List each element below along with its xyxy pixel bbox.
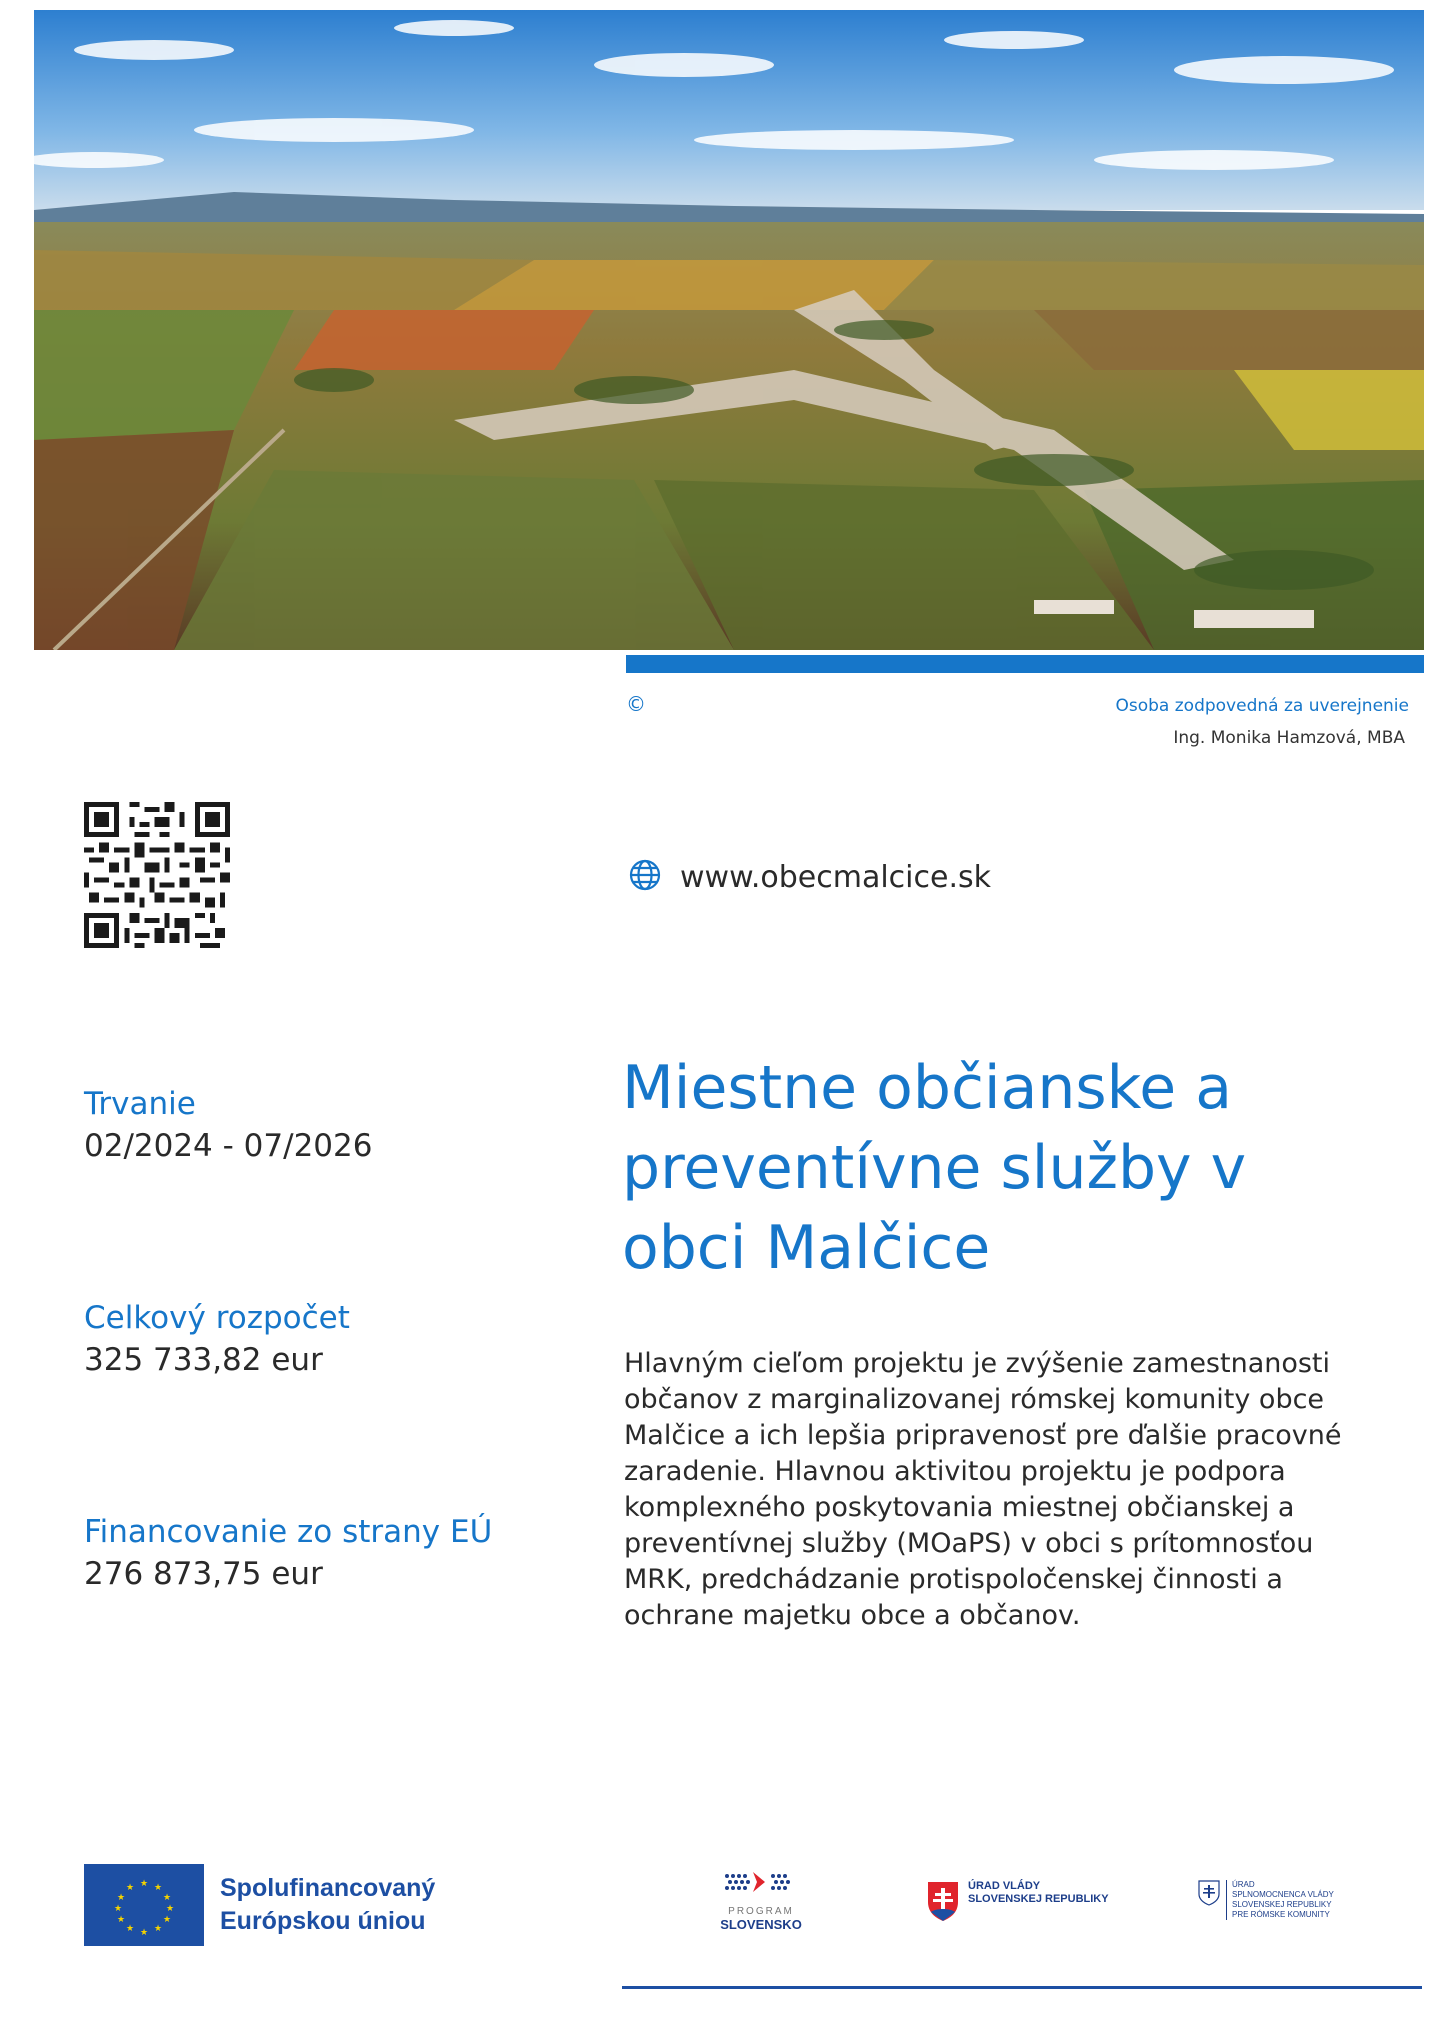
- qr-code[interactable]: [84, 802, 230, 948]
- eu-cofinanced-line2: Európskou úniou: [220, 1907, 426, 1935]
- spl-line2: SPLNOMOCNENCA VLÁDY: [1232, 1890, 1334, 1899]
- svg-text:★: ★: [116, 1893, 126, 1903]
- svg-text:★: ★: [139, 1928, 149, 1938]
- svg-text:★: ★: [153, 1883, 163, 1893]
- urad-line1: ÚRAD VLÁDY: [968, 1880, 1041, 1892]
- svg-text:★: ★: [125, 1924, 135, 1934]
- slovak-coat-of-arms-icon: [926, 1880, 960, 1922]
- urad-line2: SLOVENSKEJ REPUBLIKY: [968, 1893, 1109, 1905]
- splnomocnenec-logo: [1198, 1880, 1352, 1920]
- total-budget-label: Celkový rozpočet: [84, 1300, 350, 1336]
- svg-text:★: ★: [113, 1904, 123, 1914]
- spl-line4: PRE RÓMSKE KOMUNITY: [1232, 1910, 1330, 1919]
- urad-vlady-logo: [926, 1880, 1118, 1922]
- aerial-village-photo: [34, 10, 1424, 650]
- eu-flag-icon: [84, 1864, 204, 1946]
- eu-funding-label: Financovanie zo strany EÚ: [84, 1514, 493, 1550]
- svg-text:★: ★: [125, 1883, 135, 1893]
- responsible-person-label: Osoba zodpovedná za uverejnenie: [1115, 696, 1409, 716]
- website-link[interactable]: [628, 858, 991, 896]
- program-slovensko-logo: [716, 1866, 806, 1932]
- svg-text:★: ★: [162, 1893, 172, 1903]
- svg-text:★: ★: [116, 1915, 126, 1925]
- project-title: Miestne občianske a preventívne služby v obci Malčice: [622, 1053, 1247, 1283]
- footer-divider: [622, 1986, 1422, 1989]
- svg-text:★: ★: [153, 1924, 163, 1934]
- small-coat-of-arms-icon: [1198, 1880, 1220, 1906]
- spl-line3: SLOVENSKEJ REPUBLIKY: [1232, 1900, 1332, 1909]
- eu-cofinanced-line1: Spolufinancovaný: [220, 1874, 436, 1902]
- svg-text:★: ★: [162, 1915, 172, 1925]
- spl-line1: ÚRAD: [1232, 1880, 1255, 1889]
- project-description: Hlavným cieľom projektu je zvýšenie zamestnanosti občanov z marginalizovanej rómskej komunity obce Malčice a ich lepšia pripravenosť pre ďalšie pracovné zaradenie. Hlavnou aktivitou projektu je podpora komplexného poskytovania miestnej občianskej a preventívnej služby (MOaPS) v obci s prítomnosťou MRK, predchádzanie protispoločenskej činnosti a ochrane majetku obce a občanov.: [624, 1348, 1342, 1631]
- eu-funding-value: 276 873,75 eur: [84, 1556, 323, 1592]
- total-budget-value: 325 733,82 eur: [84, 1342, 323, 1378]
- copyright-symbol: ©: [626, 692, 646, 716]
- svg-text:★: ★: [165, 1904, 175, 1914]
- program-slovensko-mark-icon: [721, 1866, 801, 1902]
- responsible-person-name: Ing. Monika Hamzová, MBA: [1173, 728, 1405, 748]
- eu-cofinanced-text: [220, 1872, 435, 1938]
- globe-icon: [628, 858, 662, 896]
- duration-value: 02/2024 - 07/2026: [84, 1128, 373, 1164]
- program-line1: PROGRAM: [728, 1906, 794, 1917]
- header-accent-bar: [626, 655, 1424, 673]
- duration-label: Trvanie: [84, 1086, 196, 1122]
- svg-text:★: ★: [139, 1879, 149, 1889]
- program-line2: SLOVENSKO: [720, 1917, 802, 1932]
- website-url[interactable]: www.obecmalcice.sk: [680, 859, 992, 895]
